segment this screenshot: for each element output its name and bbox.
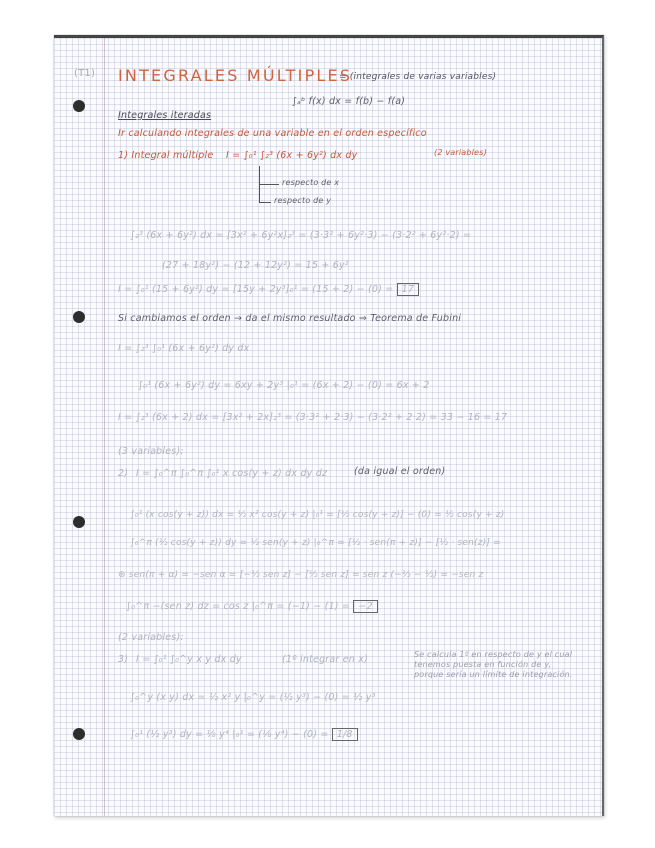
fubini-step1: ∫₀¹ (6x + 6y²) dy = 6xy + 2y³ |₀¹ = (6x + 2) − (0) = 6x + 2 — [138, 380, 430, 391]
example3-result: 1/8 — [332, 728, 358, 741]
bracket-arrow — [259, 184, 279, 185]
example3-step1: ∫₀^y (x y) dx = ½ x² y |₀^y = (½ y³) − (0) = ½ y³ — [130, 692, 376, 703]
example2-result: −2 — [353, 600, 377, 613]
example3-step2: ∫₀¹ (½ y³) dy = ⅛ y⁴ |₀¹ = (⅛ y⁴) − (0) = 1/8 — [130, 728, 358, 741]
example1-step1: ∫₂³ (6x + 6y²) dx = [3x² + 6y²x]₂³ = (3·3² + 6y²·3) − (3·2² + 6y²·2) = — [130, 230, 472, 241]
fubini-step2: I = ∫₂³ (6x + 2) dx = [3x² + 2x]₂³ = (3·3² + 2·3) − (3·2² + 2·2) = 33 − 16 = 17 — [118, 412, 508, 423]
three-variables-heading: (3 variables): — [118, 446, 184, 457]
two-variables-heading: (2 variables): — [118, 632, 184, 643]
bracket-arrow — [259, 202, 271, 203]
binder-hole — [73, 311, 85, 323]
example3-note: (1º integrar en x) — [282, 654, 368, 665]
fundamental-theorem: ∫ₐᵇ f(x) dx = f(b) − f(a) — [292, 96, 406, 107]
example3-side-note: Se calcula 1º en respecto de y el cual tenemos puesta en función de y, porque sería un límite de integración. — [414, 650, 573, 679]
page-title: INTEGRALES MÚLTIPLES — [118, 66, 353, 85]
example2-step1: ∫₀¹ (x cos(y + z)) dx = ½ x² cos(y + z) |₀¹ = [½ cos(y + z)] − (0) = ½ cos(y + z) — [130, 510, 505, 520]
example2-step4: ∫₀^π −(sen z) dz = cos z |₀^π = (−1) − (1) = −2 — [126, 600, 378, 613]
notebook-page — [54, 35, 604, 816]
section-heading-iterated: Integrales iteradas — [118, 110, 212, 121]
fubini-line: Si cambiamos el orden → da el mismo resultado ⇒ Teorema de Fubini — [118, 313, 462, 324]
example2-step2: ∫₀^π (½ cos(y + z)) dy = ½ sen(y + z) |₀^π = [½ · sen(π + z)] − [½ · sen(z)] = — [130, 538, 501, 548]
iterated-description: Ir calculando integrales de una variable en el orden específico — [118, 128, 427, 139]
example1-label: 1) Integral múltiple — [118, 150, 214, 161]
example3-label: 3) — [118, 654, 129, 665]
title-note: = (integrales de varias variables) — [339, 72, 497, 82]
example1-step3: I = ∫₀¹ (15 + 6y²) dy = [15y + 2y³]₀¹ = (15 + 2) − (0) = 17 — [118, 283, 419, 296]
note-respect-x: respecto de x — [282, 178, 340, 187]
binder-hole — [73, 100, 85, 112]
binder-hole — [73, 728, 85, 740]
binder-hole — [73, 516, 85, 528]
example1-vars: (2 variables) — [434, 148, 487, 157]
example1-integral: I = ∫₀¹ ∫₂³ (6x + 6y²) dx dy — [226, 150, 358, 161]
note-respect-y: respecto de y — [274, 196, 332, 205]
example2-step3: ⊛ sen(π + α) = −sen α = [−½ sen z] − [½ sen z] = sen z (−½ − ½) = −sen z — [118, 570, 484, 580]
example1-result: 17 — [397, 283, 420, 296]
example1-step2: (27 + 18y²) − (12 + 12y²) = 15 + 6y² — [162, 260, 349, 271]
page-number: (T1) — [74, 68, 96, 79]
fubini-integral: I = ∫₂³ ∫₀¹ (6x + 6y²) dy dx — [118, 343, 250, 354]
margin-line — [104, 38, 105, 816]
example2-integral: I = ∫₀^π ∫₀^π ∫₀¹ x cos(y + z) dx dy dz — [136, 468, 328, 479]
example2-label: 2) — [118, 468, 129, 479]
example2-note: (da igual el orden) — [354, 466, 446, 477]
example3-integral: I = ∫₀¹ ∫₀^y x y dx dy — [136, 654, 242, 665]
